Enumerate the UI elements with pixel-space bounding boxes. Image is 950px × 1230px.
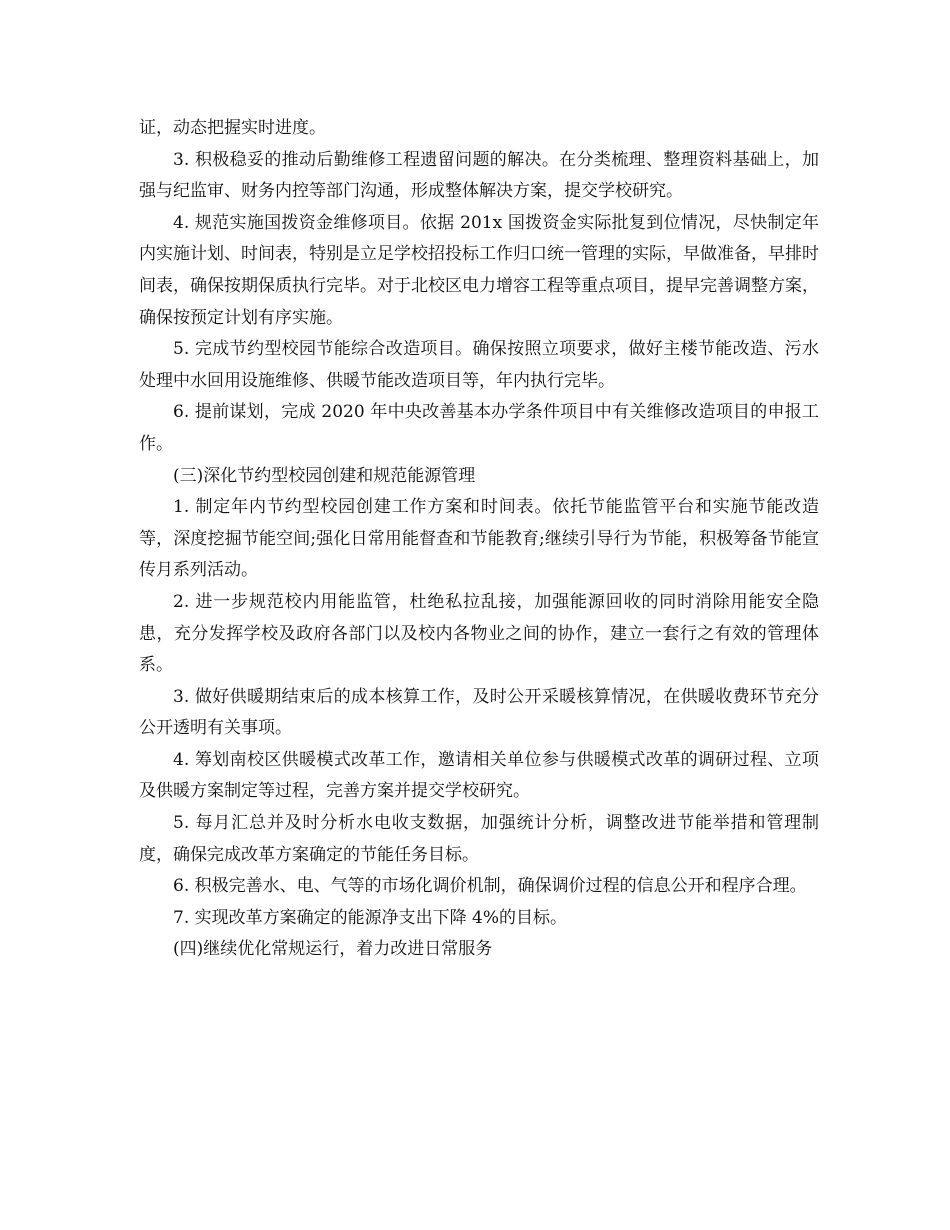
document-body [139, 113, 819, 966]
list-item-6-pricing-mechanism: 6. 积极完善水、电、气等的市场化调价机制，确保调价过程的信息公开和程序合理。 [173, 876, 807, 897]
list-item-7-expense-target: 7. 实现改革方案确定的能源净支出下降 4%的目标。 [173, 907, 567, 928]
list-item-6-project-application: 6. 提前谋划，完成 2020 年中央改善基本办学条件项目中有关维修改造项目的申报工作。 [139, 402, 819, 454]
list-item-5-energy-retrofit: 5. 完成节约型校园节能综合改造项目。确保按照立项要求，做好主楼节能改造、污水处理中水回用设施维修、供暖节能改造项目等，年内执行完毕。 [139, 339, 819, 391]
list-item-4-heating-reform: 4. 筹划南校区供暖模式改革工作，邀请相关单位参与供暖模式改革的调研过程、立项及供暖方案制定等过程，完善方案并提交学校研究。 [139, 749, 819, 802]
list-item-3-legacy-repair-issues: 3. 积极稳妥的推动后勤维修工程遗留问题的解决。在分类梳理、整理资料基础上，加强与纪监审、财务内控等部门沟通，形成整体解决方案，提交学校研究。 [139, 149, 819, 202]
list-item-2-energy-supervision: 2. 进一步规范校内用能监管，杜绝私拉乱接，加强能源回收的同时消除用能安全隐患，充分发挥学校及政府各部门以及校内各物业之间的协作，建立一套行之有效的管理体系。 [139, 591, 819, 676]
paragraph-continuation: 证，动态把握实时进度。 [139, 118, 326, 138]
list-item-1-campus-plan: 1. 制定年内节约型校园创建工作方案和时间表。依托节能监管平台和实施节能改造等，深度挖掘节能空间;强化日常用能督查和节能教育;继续引导行为节能，积极筹备节能宣传月系列活动。 [139, 497, 819, 581]
list-item-3-heating-cost: 3. 做好供暖期结束后的成本核算工作，及时公开采暖核算情况，在供暖收费环节充分公开透明有关事项。 [139, 686, 819, 739]
section-heading-3: (三)深化节约型校园创建和规范能源管理 [173, 465, 476, 486]
list-item-4-state-funded-repairs: 4. 规范实施国拨资金维修项目。依据 201x 国拨资金实际批复到位情况，尽快制定年内实施计划、时间表，特别是立足学校招投标工作归口统一管理的实际，早做准备，早排时间表，确保按期保质执行完毕。对于北校区电力增容工程等重点项目，提早完善调整方案，确保按预定计划有序实施。 [139, 212, 819, 328]
list-item-5-utility-data: 5. 每月汇总并及时分析水电收支数据，加强统计分析，调整改进节能举措和管理制度，确保完成改革方案确定的节能任务目标。 [139, 813, 819, 865]
section-heading-4: (四)继续优化常规运行，着力改进日常服务 [173, 939, 493, 960]
